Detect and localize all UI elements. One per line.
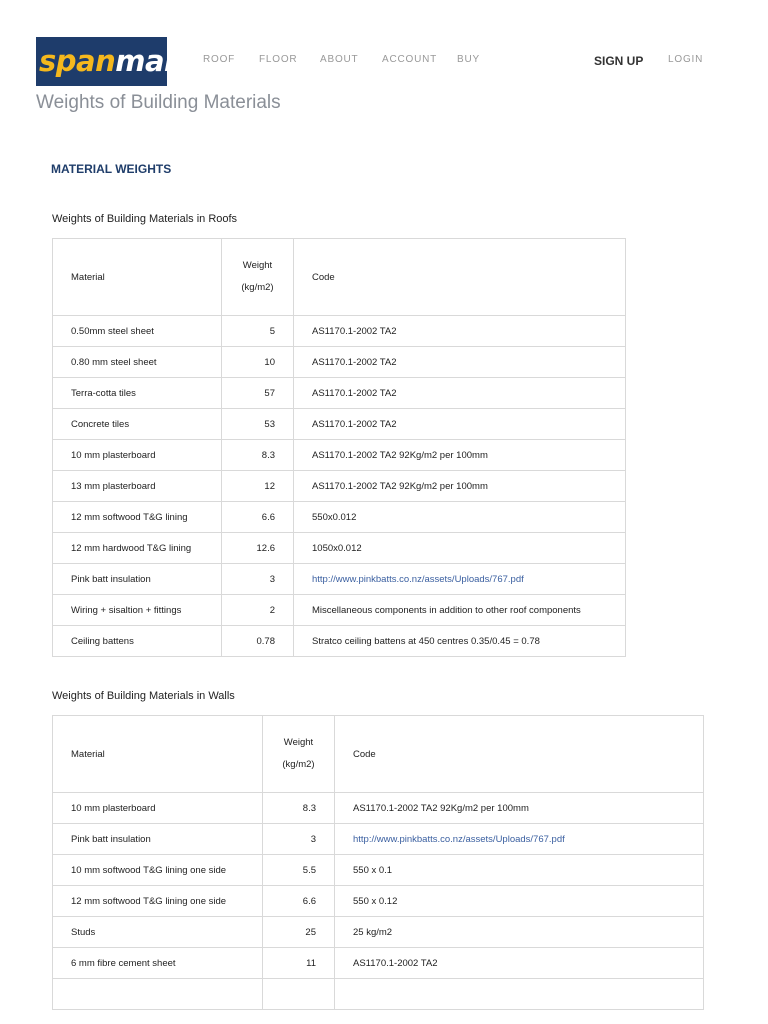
cell-weight: 0.78 xyxy=(222,626,294,657)
cell-weight: 8.3 xyxy=(263,793,335,824)
table-row xyxy=(53,502,626,533)
cell-material: 10 mm plasterboard xyxy=(53,793,263,824)
header-weight-label: Weight xyxy=(283,737,314,748)
logo-text-man: man xyxy=(115,44,185,78)
cell-code xyxy=(335,824,704,855)
nav-account[interactable]: ACCOUNT xyxy=(382,54,438,65)
cell-code: Miscellaneous components in addition to other roof components xyxy=(294,595,626,626)
cell-code: AS1170.1-2002 TA2 xyxy=(294,347,626,378)
cell-weight: 12 xyxy=(222,471,294,502)
logo-text-span: span xyxy=(39,44,116,78)
cell-material: Terra-cotta tiles xyxy=(53,378,222,409)
cell-material: 6 mm fibre cement sheet xyxy=(53,948,263,979)
header-code: Code xyxy=(294,239,626,316)
cell-material: 10 mm plasterboard xyxy=(53,440,222,471)
cell-material: 0.50mm steel sheet xyxy=(53,316,222,347)
header-weight xyxy=(263,716,335,793)
cell-code: 1050x0.012 xyxy=(294,533,626,564)
header-weight-label: Weight xyxy=(242,260,273,271)
cell-material: Ceiling battens xyxy=(53,626,222,657)
cell-code: 550 x 0.1 xyxy=(335,855,704,886)
cell-material: 10 mm softwood T&G lining one side xyxy=(53,855,263,886)
cell-weight: 3 xyxy=(222,564,294,595)
header-material: Material xyxy=(53,239,222,316)
table-row xyxy=(53,440,626,471)
table-row xyxy=(53,533,626,564)
cell-code: AS1170.1-2002 TA2 xyxy=(294,409,626,440)
cell-code: AS1170.1-2002 TA2 92Kg/m2 per 100mm xyxy=(335,793,704,824)
cell-weight: 8.3 xyxy=(222,440,294,471)
cell-code: 25 kg/m2 xyxy=(335,917,704,948)
table-row xyxy=(53,409,626,440)
nav-buy[interactable]: BUY xyxy=(457,54,480,65)
table-row xyxy=(53,793,704,824)
header-weight-unit: (kg/m2) xyxy=(282,759,315,770)
table-row xyxy=(53,316,626,347)
nav-floor[interactable]: FLOOR xyxy=(259,54,298,65)
header-weight xyxy=(222,239,294,316)
cell-weight: 2 xyxy=(222,595,294,626)
spanman-logo[interactable] xyxy=(36,37,185,86)
cell-weight: 11 xyxy=(263,948,335,979)
cell-material: 0.80 mm steel sheet xyxy=(53,347,222,378)
cell-material xyxy=(53,979,263,1010)
table-row xyxy=(53,378,626,409)
cell-weight: 3 xyxy=(263,824,335,855)
cell-code: Stratco ceiling battens at 450 centres 0.35/0.45 = 0.78 xyxy=(294,626,626,657)
cell-code: AS1170.1-2002 TA2 92Kg/m2 per 100mm xyxy=(294,471,626,502)
table-row xyxy=(53,824,704,855)
cell-material: 12 mm softwood T&G lining xyxy=(53,502,222,533)
table-header-row xyxy=(53,239,626,316)
cell-code xyxy=(335,979,704,1010)
walls-table-caption: Weights of Building Materials in Walls xyxy=(52,690,235,702)
table-row xyxy=(53,347,626,378)
table-row xyxy=(53,855,704,886)
nav-about[interactable]: ABOUT xyxy=(320,54,359,65)
roofs-weights-table xyxy=(52,238,626,657)
table-row xyxy=(53,471,626,502)
cell-material: Pink batt insulation xyxy=(53,564,222,595)
cell-weight: 6.6 xyxy=(263,886,335,917)
cell-weight: 53 xyxy=(222,409,294,440)
cell-weight: 6.6 xyxy=(222,502,294,533)
cell-code: AS1170.1-2002 TA2 xyxy=(335,948,704,979)
nav-roof[interactable]: ROOF xyxy=(203,54,236,65)
nav-signup[interactable]: SIGN UP xyxy=(594,54,644,68)
table-row xyxy=(53,595,626,626)
nav-login[interactable]: LOGIN xyxy=(668,54,704,65)
page-title: Weights of Building Materials xyxy=(36,92,281,113)
cell-weight: 5 xyxy=(222,316,294,347)
cell-code: AS1170.1-2002 TA2 92Kg/m2 per 100mm xyxy=(294,440,626,471)
cell-material: Pink batt insulation xyxy=(53,824,263,855)
walls-weights-table xyxy=(52,715,704,1010)
cell-weight: 57 xyxy=(222,378,294,409)
code-link[interactable]: http://www.pinkbatts.co.nz/assets/Uploads/767.pdf xyxy=(353,833,565,845)
cell-weight: 12.6 xyxy=(222,533,294,564)
cell-material: Studs xyxy=(53,917,263,948)
table-row xyxy=(53,564,626,595)
cell-code: 550 x 0.12 xyxy=(335,886,704,917)
section-title: MATERIAL WEIGHTS xyxy=(51,162,172,176)
cell-code xyxy=(294,564,626,595)
table-row xyxy=(53,948,704,979)
cell-material: 12 mm softwood T&G lining one side xyxy=(53,886,263,917)
cell-material: Wiring + sisaltion + fittings xyxy=(53,595,222,626)
code-link[interactable]: http://www.pinkbatts.co.nz/assets/Uploads/767.pdf xyxy=(312,573,524,585)
table-row xyxy=(53,979,704,1010)
cell-weight: 10 xyxy=(222,347,294,378)
cell-code: AS1170.1-2002 TA2 xyxy=(294,378,626,409)
cell-code: 550x0.012 xyxy=(294,502,626,533)
header-code: Code xyxy=(335,716,704,793)
cell-weight: 5.5 xyxy=(263,855,335,886)
header-material: Material xyxy=(53,716,263,793)
table-header-row xyxy=(53,716,704,793)
cell-code: AS1170.1-2002 TA2 xyxy=(294,316,626,347)
roofs-table-caption: Weights of Building Materials in Roofs xyxy=(52,213,238,225)
header-weight-unit: (kg/m2) xyxy=(241,282,274,293)
cell-material: 13 mm plasterboard xyxy=(53,471,222,502)
cell-weight xyxy=(263,979,335,1010)
table-row xyxy=(53,626,626,657)
cell-weight: 25 xyxy=(263,917,335,948)
cell-material: 12 mm hardwood T&G lining xyxy=(53,533,222,564)
cell-material: Concrete tiles xyxy=(53,409,222,440)
table-row xyxy=(53,917,704,948)
table-row xyxy=(53,886,704,917)
site-header xyxy=(0,0,768,90)
